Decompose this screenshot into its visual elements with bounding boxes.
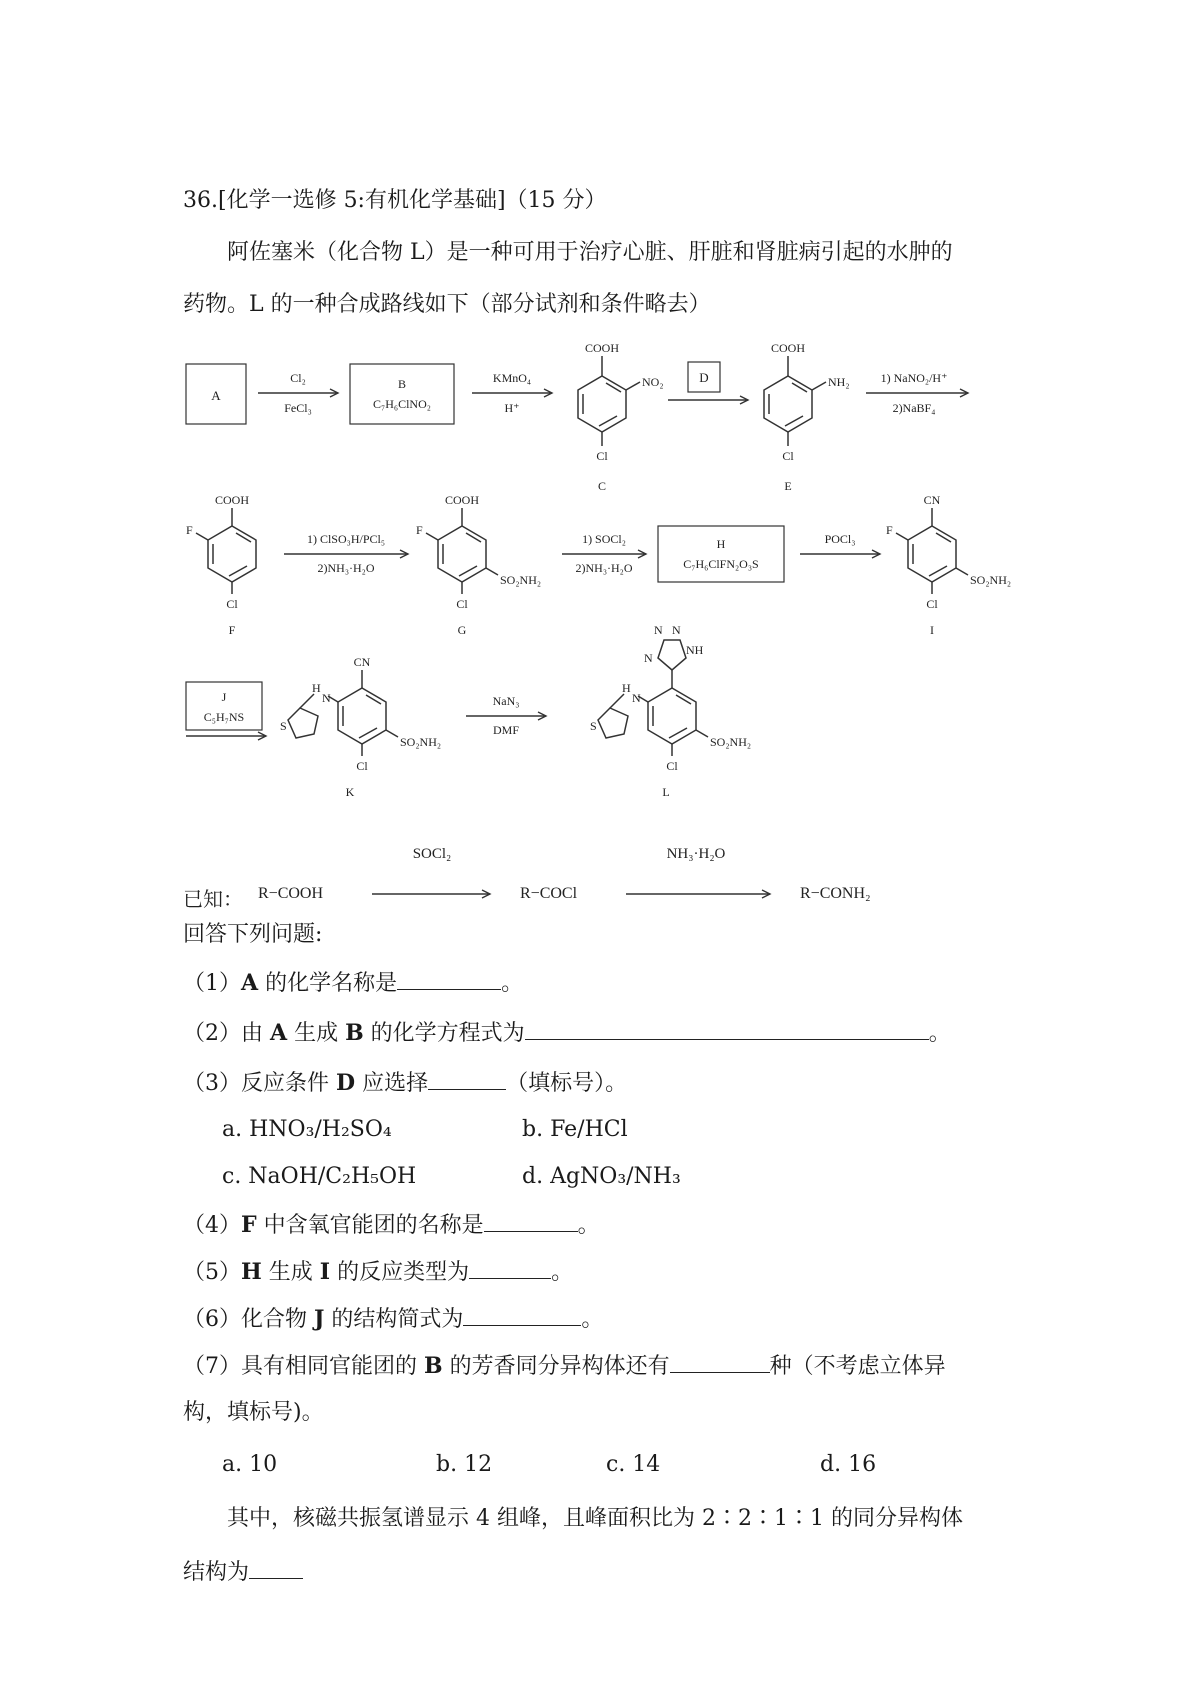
reagent-pocl3: POCl₃ xyxy=(824,532,856,546)
svg-text:SO₂NH₂: SO₂NH₂ xyxy=(710,735,752,749)
question-4: （4）F 中含氧官能团的名称是 。 xyxy=(183,1209,600,1241)
structure-i xyxy=(886,493,1011,637)
svg-text:CN: CN xyxy=(923,493,941,507)
answer-blank-6[interactable] xyxy=(463,1303,581,1326)
reagent-h-plus: H⁺ xyxy=(504,401,520,415)
q3-option-d: d. AgNO₃/NH₃ xyxy=(522,1164,681,1189)
reagent-nh3-2: 2)NH₃·H₂O xyxy=(575,561,633,575)
reagent-nabf4: 2)NaBF₄ xyxy=(892,401,936,415)
q3-option-a: a. HNO₃/H₂SO₄ xyxy=(222,1117,392,1142)
formula-b: C₇H₆ClNO₂ xyxy=(373,397,431,411)
structure-l xyxy=(590,623,751,799)
known-reagent2: NH₃·H₂O xyxy=(666,846,726,862)
svg-text:COOH: COOH xyxy=(444,493,480,507)
svg-text:N: N xyxy=(322,691,331,705)
answer-blank-7[interactable] xyxy=(670,1350,770,1373)
label-f: F xyxy=(228,623,236,637)
svg-text:N: N xyxy=(632,691,641,705)
svg-text:COOH: COOH xyxy=(214,493,250,507)
q3-option-c: c. NaOH/C₂H₅OH xyxy=(222,1164,417,1189)
reagent-nan3: NaN₃ xyxy=(492,694,520,708)
known-reagent1: SOCl₂ xyxy=(412,846,452,862)
label-c: C xyxy=(597,479,607,493)
answer-intro: 回答下列问题: xyxy=(183,922,323,947)
svg-text:Cl: Cl xyxy=(926,597,938,611)
known-label: 已知： xyxy=(183,889,243,911)
svg-text:NO₂: NO₂ xyxy=(642,375,664,389)
known-s2: R−COCl xyxy=(520,885,578,902)
label-l: L xyxy=(662,785,670,799)
svg-text:N: N xyxy=(654,623,663,637)
label-g: G xyxy=(457,623,467,637)
answer-blank-2[interactable] xyxy=(525,1017,929,1040)
q7-option-c: c. 14 xyxy=(606,1452,661,1477)
svg-text:Cl: Cl xyxy=(356,759,368,773)
svg-text:COOH: COOH xyxy=(584,341,620,355)
box-b xyxy=(350,364,454,424)
question-7-line-2: 构，填标号)。 xyxy=(183,1400,324,1425)
svg-text:N: N xyxy=(672,623,681,637)
reagent-fecl3: FeCl₃ xyxy=(284,401,312,415)
label-a: A xyxy=(211,388,221,403)
question-7: （7）具有相同官能团的 B 的芳香同分异构体还有 种（不考虑立体异 xyxy=(183,1350,946,1382)
question-1: （1）A 的化学名称是 。 xyxy=(183,967,523,999)
svg-text:NH₂: NH₂ xyxy=(828,375,850,389)
svg-text:Cl: Cl xyxy=(226,597,238,611)
reagent-kmno4: KMnO₄ xyxy=(492,371,532,385)
structure-k xyxy=(280,655,441,799)
svg-text:Cl: Cl xyxy=(596,449,608,463)
svg-text:SO₂NH₂: SO₂NH₂ xyxy=(500,573,542,587)
known-s3: R−CONH₂ xyxy=(800,885,871,902)
svg-text:Cl: Cl xyxy=(666,759,678,773)
formula-h: C₇H₆ClFN₂O₃S xyxy=(683,557,759,571)
svg-text:COOH: COOH xyxy=(770,341,806,355)
answer-blank-1[interactable] xyxy=(397,967,501,990)
box-h xyxy=(658,526,784,582)
svg-text:Cl: Cl xyxy=(456,597,468,611)
question-2: （2）由 A 生成 B 的化学方程式为 。 xyxy=(183,1017,951,1049)
label-k: K xyxy=(345,785,355,799)
svg-text:S: S xyxy=(590,719,597,733)
q7-option-b: b. 12 xyxy=(436,1452,493,1477)
reagent-dmf: DMF xyxy=(492,723,520,737)
answer-blank-4[interactable] xyxy=(484,1209,578,1232)
known-s1: R−COOH xyxy=(258,885,324,902)
question-3: （3）反应条件 D 应选择 （填标号）。 xyxy=(183,1067,627,1099)
structure-c xyxy=(578,341,664,493)
q3-option-b: b. Fe/HCl xyxy=(522,1117,628,1142)
question-header: 36.[化学一选修 5:有机化学基础]（15 分） xyxy=(183,188,607,213)
label-b: B xyxy=(397,377,407,391)
svg-text:NH: NH xyxy=(686,643,704,657)
reagent-socl2: 1) SOCl₂ xyxy=(582,532,626,546)
answer-blank-8[interactable] xyxy=(249,1556,303,1579)
answer-blank-5[interactable] xyxy=(469,1256,551,1279)
reagent-cl2: Cl₂ xyxy=(290,371,306,385)
question-5: （5）H 生成 I 的反应类型为 。 xyxy=(183,1256,573,1288)
structure-e xyxy=(764,341,850,493)
svg-text:F: F xyxy=(416,523,423,537)
structure-g xyxy=(416,493,541,637)
reagent-nh3-1: 2)NH₃·H₂O xyxy=(317,561,375,575)
q7-extra-line-1: 其中，核磁共振氢谱显示 4 组峰，且峰面积比为 2∶2∶1∶1 的同分异构体 xyxy=(227,1506,963,1531)
q7-extra-line-2: 结构为 xyxy=(183,1556,303,1588)
formula-j: C₅H₇NS xyxy=(203,710,245,724)
q7-option-d: d. 16 xyxy=(820,1452,877,1477)
label-h: H xyxy=(716,537,726,551)
question-6: （6）化合物 J 的结构简式为 。 xyxy=(183,1303,603,1335)
svg-text:SO₂NH₂: SO₂NH₂ xyxy=(970,573,1012,587)
label-i: I xyxy=(930,623,934,637)
q7-option-a: a. 10 xyxy=(222,1452,278,1477)
svg-text:S: S xyxy=(280,719,287,733)
svg-text:H: H xyxy=(622,681,631,695)
svg-text:SO₂NH₂: SO₂NH₂ xyxy=(400,735,442,749)
intro-line-1: 阿佐塞米（化合物 L）是一种可用于治疗心脏、肝脏和肾脏病引起的水肿的 xyxy=(227,240,953,265)
svg-text:H: H xyxy=(312,681,321,695)
reagent-nano2: 1) NaNO₂/H⁺ xyxy=(880,371,948,385)
answer-blank-3[interactable] xyxy=(428,1067,506,1090)
structure-f xyxy=(186,493,256,637)
reagent-clso3h: 1) ClSO₃H/PCl₅ xyxy=(306,532,386,546)
svg-text:N: N xyxy=(644,651,653,665)
svg-text:Cl: Cl xyxy=(782,449,794,463)
svg-text:F: F xyxy=(186,523,193,537)
svg-text:F: F xyxy=(886,523,893,537)
label-d: D xyxy=(699,370,709,385)
label-e: E xyxy=(784,479,792,493)
intro-line-2: 药物。L 的一种合成路线如下（部分试剂和条件略去） xyxy=(183,292,711,317)
svg-text:CN: CN xyxy=(353,655,371,669)
label-j: J xyxy=(221,690,227,704)
